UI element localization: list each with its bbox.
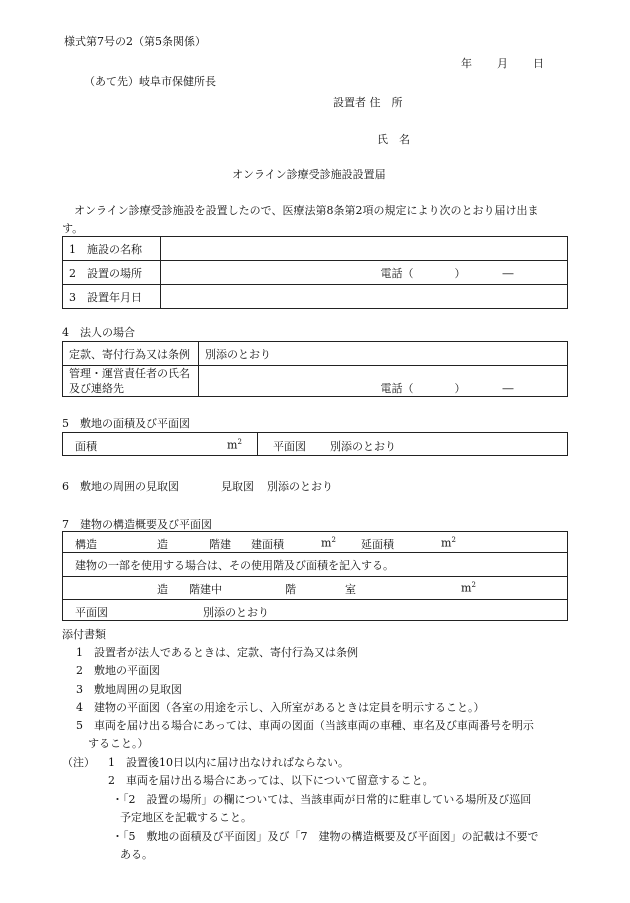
telephone-field[interactable]	[381, 265, 562, 281]
intro-text-line2: す。	[62, 222, 84, 235]
site-area-box	[62, 432, 568, 456]
building-area-unit: $m^2$	[321, 536, 336, 550]
note-bullet: ・「2 設置の場所」の欄については、当該車両が日常的に駐車している場所及び巡回	[112, 793, 532, 806]
date-day: 日	[533, 57, 544, 70]
plan-label: 平面図	[273, 440, 306, 453]
attachment-item: 5 車両を届け出る場合にあっては、車両の図面（当該車両の車種、車名及び車両番号を明示	[76, 719, 534, 732]
partial-shitsu: 室	[345, 583, 356, 596]
note-bullet: ・「5 敷地の面積及び平面図」及び「7 建物の構造概要及び平面図」の記載は不要で	[112, 830, 539, 843]
manager-label-line1: 管理・運営責任者の氏名	[69, 367, 190, 380]
partial-kai-naka: 階建中	[189, 583, 222, 596]
table-row	[63, 261, 568, 285]
telephone-dash: ―	[502, 266, 514, 280]
addressee: （あて先）岐阜市保健所長	[84, 75, 216, 88]
building-area-label: 建面積	[251, 538, 284, 551]
install-date-field[interactable]	[161, 285, 568, 309]
partial-kai: 階	[285, 583, 296, 596]
partial-use-note: 建物の一部を使用する場合は、その使用階及び面積を記入する。	[75, 559, 394, 572]
floor-area-label: 延面積	[361, 538, 394, 551]
map-value: 別添のとおり	[267, 480, 333, 493]
note-bullet-cont: ある。	[120, 848, 153, 861]
applicant-address-label: 設置者 住 所	[333, 96, 403, 109]
location-field[interactable]	[161, 261, 568, 285]
manager-label	[63, 366, 199, 397]
document-title: オンライン診療受診施設設置届	[232, 168, 386, 181]
section4-heading: 4 法人の場合	[62, 326, 135, 339]
divider	[257, 433, 258, 455]
divider	[63, 552, 567, 553]
manager-label-line2: 及び連絡先	[69, 382, 124, 395]
notes-label: （注）	[62, 756, 95, 769]
building-plan-label: 平面図	[75, 606, 108, 619]
structure-zou: 造	[157, 538, 168, 551]
plan-value: 別添のとおり	[330, 440, 396, 453]
form-number: 様式第7号の2（第5条関係）	[64, 35, 206, 48]
partial-zou: 造	[157, 583, 168, 596]
structure-kaidate: 階建	[209, 538, 231, 551]
corporation-table	[62, 341, 568, 397]
divider	[63, 576, 567, 577]
attachment-item: 2 敷地の平面図	[76, 664, 160, 677]
building-plan-value: 別添のとおり	[203, 606, 269, 619]
structure-label: 構造	[75, 538, 97, 551]
manager-field[interactable]	[199, 366, 568, 397]
section6-heading: 6 敷地の周囲の見取図	[62, 480, 179, 493]
attachments-heading: 添付書類	[62, 628, 106, 641]
facility-name-label: 1 施設の名称	[63, 237, 161, 261]
date-month: 月	[497, 57, 508, 70]
telephone-dash: ―	[502, 382, 514, 395]
attachment-item-cont: すること。）	[88, 737, 149, 750]
install-date-label: 3 設置年月日	[63, 285, 161, 309]
area-label: 面積	[75, 440, 97, 453]
attachment-item: 4 建物の平面図（各室の用途を示し、入所室があるときは定員を明示すること。）	[76, 701, 485, 714]
intro-text-line1: オンライン診療受診施設を設置したので、医療法第8条第2項の規定により次のとおり届け出ま	[74, 204, 539, 217]
divider	[63, 599, 567, 600]
attachment-item: 3 敷地周囲の見取図	[76, 683, 182, 696]
table-row	[63, 237, 568, 261]
location-label: 2 設置の場所	[63, 261, 161, 285]
telephone-label: 電話（	[380, 266, 414, 280]
facility-name-field[interactable]	[161, 237, 568, 261]
note-item: 2 車両を届け出る場合にあっては、以下について留意すること。	[108, 774, 434, 787]
table-row	[63, 342, 568, 366]
table-row	[63, 366, 568, 397]
manager-telephone-field[interactable]	[381, 380, 562, 396]
building-structure-box	[62, 531, 568, 621]
area-unit: $m^2$	[227, 438, 242, 452]
articles-value: 別添のとおり	[199, 342, 568, 366]
section7-heading: 7 建物の構造概要及び平面図	[62, 518, 212, 531]
table-row	[63, 285, 568, 309]
floor-area-unit: $m^2$	[441, 536, 456, 550]
telephone-close: ）	[454, 266, 466, 280]
applicant-name-label: 氏 名	[377, 133, 410, 146]
date-year: 年	[461, 57, 472, 70]
articles-label: 定款、寄付行為又は条例	[63, 342, 199, 366]
partial-unit: $m^2$	[461, 581, 476, 595]
note-bullet-cont: 予定地区を記載すること。	[120, 811, 252, 824]
basic-info-table	[62, 236, 568, 309]
telephone-close: ）	[454, 382, 466, 395]
note-item: 1 設置後10日以内に届け出なければならない。	[108, 756, 349, 769]
section5-heading: 5 敷地の面積及び平面図	[62, 417, 190, 430]
attachment-item: 1 設置者が法人であるときは、定款、寄付行為又は条例	[76, 646, 358, 659]
map-label: 見取図	[221, 480, 254, 493]
telephone-label: 電話（	[380, 382, 414, 395]
